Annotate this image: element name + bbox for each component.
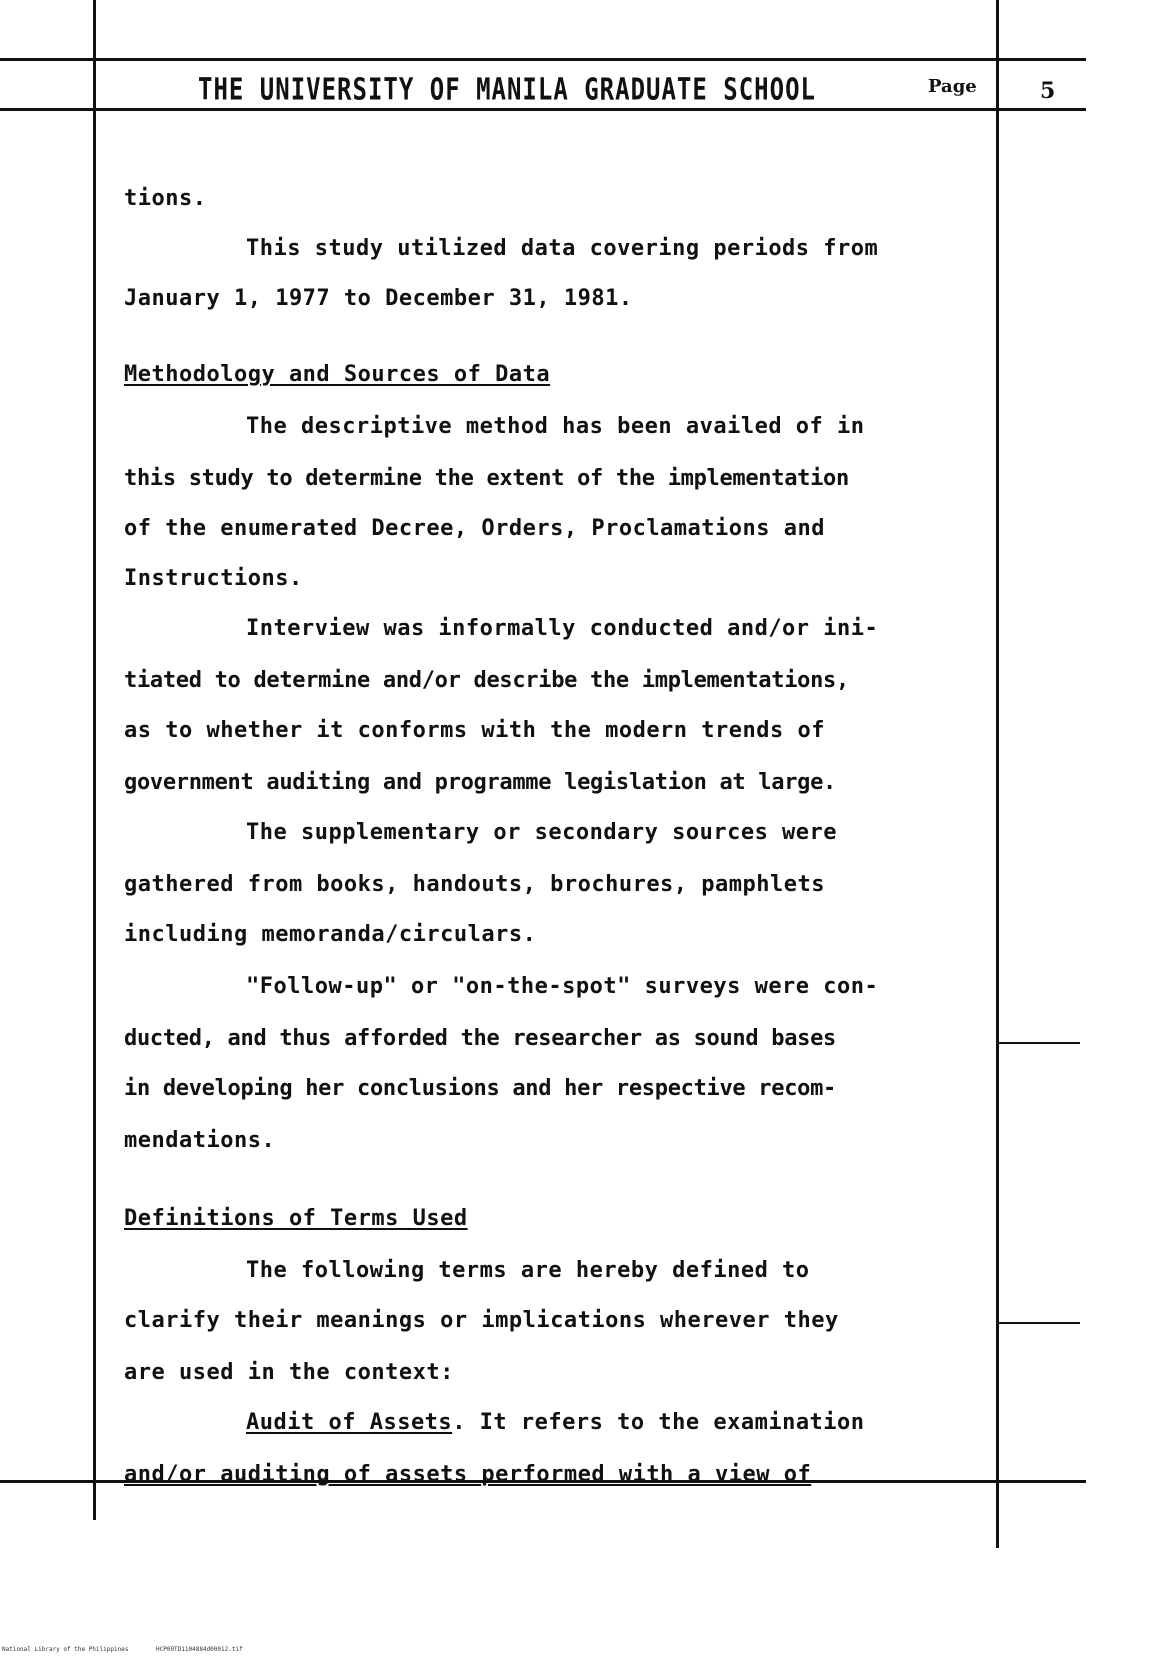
text-line: mendations. xyxy=(124,1128,276,1153)
text-line: tions. xyxy=(124,186,207,211)
text-line: of the enumerated Decree, Orders, Proclamations and xyxy=(124,516,826,541)
text-line: The following terms are hereby defined to xyxy=(246,1258,810,1283)
text-line: The supplementary or secondary sources were xyxy=(246,820,838,845)
text-line: and/or auditing of assets performed with a view of xyxy=(124,1462,812,1487)
text-line: Instructions. xyxy=(124,566,303,591)
footer-library: National Library of the Philippines xyxy=(2,1646,129,1653)
right-margin-rule xyxy=(996,0,999,1548)
margin-tick-1 xyxy=(996,1042,1080,1044)
term-definition: . It refers to the examination xyxy=(452,1410,865,1435)
text-line: This study utilized data covering periods from xyxy=(246,236,879,261)
text-line: January 1, 1977 to December 31, 1981. xyxy=(124,286,633,311)
left-margin-rule xyxy=(93,0,96,1520)
text-line: Interview was informally conducted and/or ini- xyxy=(246,616,879,641)
text-line: government auditing and programme legislation at large. xyxy=(124,770,836,795)
text-line: gathered from books, handouts, brochures, pamphlets xyxy=(124,872,826,897)
text-line: The descriptive method has been availed of in xyxy=(246,414,865,439)
text-line: clarify their meanings or implications wherever they xyxy=(124,1308,839,1333)
term-heading: Audit of Assets xyxy=(246,1410,453,1435)
text-line: "Follow-up" or "on-the-spot" surveys were con- xyxy=(246,974,879,999)
section-heading: Methodology and Sources of Data xyxy=(124,362,551,387)
margin-tick-2 xyxy=(996,1322,1080,1324)
page-number: 5 xyxy=(1040,78,1056,104)
text-line: as to whether it conforms with the modern trends of xyxy=(124,718,826,743)
term-line xyxy=(246,1410,865,1435)
text-line: this study to determine the extent of the implementation xyxy=(124,466,849,491)
page-label: Page xyxy=(928,76,977,97)
section-heading: Definitions of Terms Used xyxy=(124,1206,468,1231)
text-line: tiated to determine and/or describe the implementations, xyxy=(124,668,849,693)
header-top-rule xyxy=(0,58,1086,61)
text-line: including memoranda/circulars. xyxy=(124,922,537,947)
header-title: THE UNIVERSITY OF MANILA GRADUATE SCHOOL xyxy=(198,72,816,107)
header-bottom-rule xyxy=(0,108,1086,111)
footer-file-id: HCP00TD1104884d00012.tif xyxy=(156,1646,243,1653)
text-line: ducted, and thus afforded the researcher as sound bases xyxy=(124,1026,836,1051)
text-line: in developing her conclusions and her respective recom- xyxy=(124,1076,836,1101)
text-line: are used in the context: xyxy=(124,1360,454,1385)
